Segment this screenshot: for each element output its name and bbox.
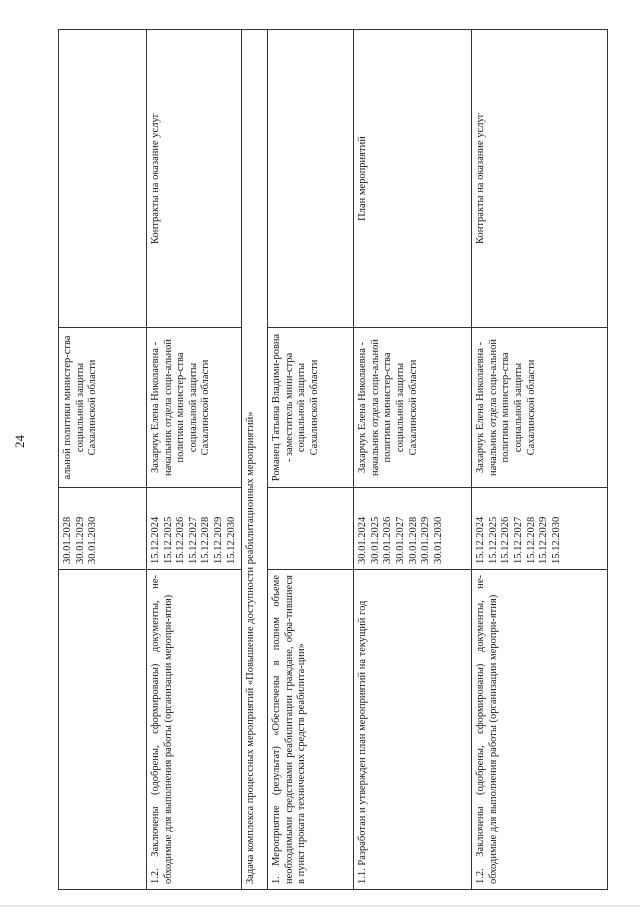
table-row: [268, 30, 354, 890]
section-row: [242, 30, 268, 890]
responsible-cell: Захарчук Елена Николаевна - начальник отдела соци-альной политики министер-ства социальной защиты Сахалинской области: [472, 328, 608, 488]
deadline-date: 30.01.2026: [382, 516, 394, 564]
deadline-date: 15.12.2026: [500, 516, 512, 564]
table-row: [472, 30, 608, 890]
deadline-date: 30.01.2028: [62, 516, 73, 564]
deadline-date: 15.12.2030: [225, 516, 237, 564]
result-document-cell: [59, 30, 147, 328]
deadline-date: 30.01.2030: [87, 516, 99, 564]
deadline-dates-cell: [354, 488, 472, 570]
deadline-dates-cell: [59, 488, 147, 570]
deadline-date: 30.01.2025: [369, 516, 381, 564]
section-title-cell: Задача комплекса процессных мероприятий «Повышение доступности реабилитационных мероприятий»: [242, 30, 268, 890]
responsible-cell: Романец Татьяна Владими-ровна - заместитель мини-стра социальной защиты Сахалинской области: [268, 328, 354, 488]
event-name-cell: 1.2. Заключены (одобрены, сформированы) документы, не-обходимые для выполнения работы (организации меропри-ятия): [472, 570, 608, 890]
page-edge-shadow: [0, 905, 640, 907]
page-number: 24: [12, 435, 27, 448]
table-row: [147, 30, 242, 890]
deadline-date: 15.12.2027: [187, 516, 199, 564]
deadline-date: 15.12.2029: [538, 516, 550, 564]
deadline-date: 15.12.2028: [525, 516, 537, 564]
result-document-cell: Контракты на оказание услуг: [472, 30, 608, 328]
table-row: [59, 30, 147, 890]
table-row: [354, 30, 472, 890]
deadline-date: 15.12.2024: [150, 516, 161, 564]
deadline-date: 30.01.2030: [432, 516, 444, 564]
deadline-date: 15.12.2028: [200, 516, 212, 564]
event-name-cell: 1. Мероприятие (результат) «Обеспечены в полном объеме необходимыми средствами реабилитации граждане, обра-тившиеся в пункт проката технических средств реабилита-ции»: [268, 570, 354, 890]
result-document-cell: Контракты на оказание услуг: [147, 30, 242, 328]
deadline-date: 30.01.2029: [74, 516, 86, 564]
responsible-cell: альной политики министер-ства социальной защиты Сахалинской области: [59, 328, 147, 488]
event-name-cell: 1.2. Заключены (одобрены, сформированы) документы, не-обходимые для выполнения работы (организации меропри-ятия): [147, 570, 242, 890]
events-table-body: [59, 30, 608, 890]
deadline-dates-cell: [472, 488, 608, 570]
rotated-table-wrapper: [58, 30, 604, 890]
responsible-cell: Захарчук Елена Николаевна - начальник отдела соци-альной политики министер-ства социальной защиты Сахалинской области: [147, 328, 242, 488]
deadline-date: 30.01.2029: [420, 516, 432, 564]
deadline-date: 15.12.2024: [475, 516, 487, 564]
deadline-date: 30.01.2024: [357, 516, 369, 564]
deadline-date: 15.12.2025: [487, 516, 499, 564]
event-name-cell: 1.1. Разработан и утвержден план мероприятий на текущий год: [354, 570, 472, 890]
deadline-date: 15.12.2030: [550, 516, 562, 564]
result-document-cell: [268, 30, 354, 328]
deadline-dates-cell: [268, 488, 354, 570]
events-table: [58, 29, 608, 890]
deadline-date: 15.12.2029: [212, 516, 224, 564]
deadline-date: 30.01.2028: [407, 516, 419, 564]
event-name-cell: [59, 570, 147, 890]
deadline-dates-cell: [147, 488, 242, 570]
deadline-date: 15.12.2025: [162, 516, 174, 564]
deadline-date: 30.01.2027: [394, 516, 406, 564]
deadline-date: 15.12.2027: [512, 516, 524, 564]
deadline-date: 15.12.2026: [175, 516, 187, 564]
result-document-cell: План мероприятий: [354, 30, 472, 328]
responsible-cell: Захарчук Елена Николаевна - начальник отдела соци-альной политики министер-ства социальной защиты Сахалинской области: [354, 328, 472, 488]
